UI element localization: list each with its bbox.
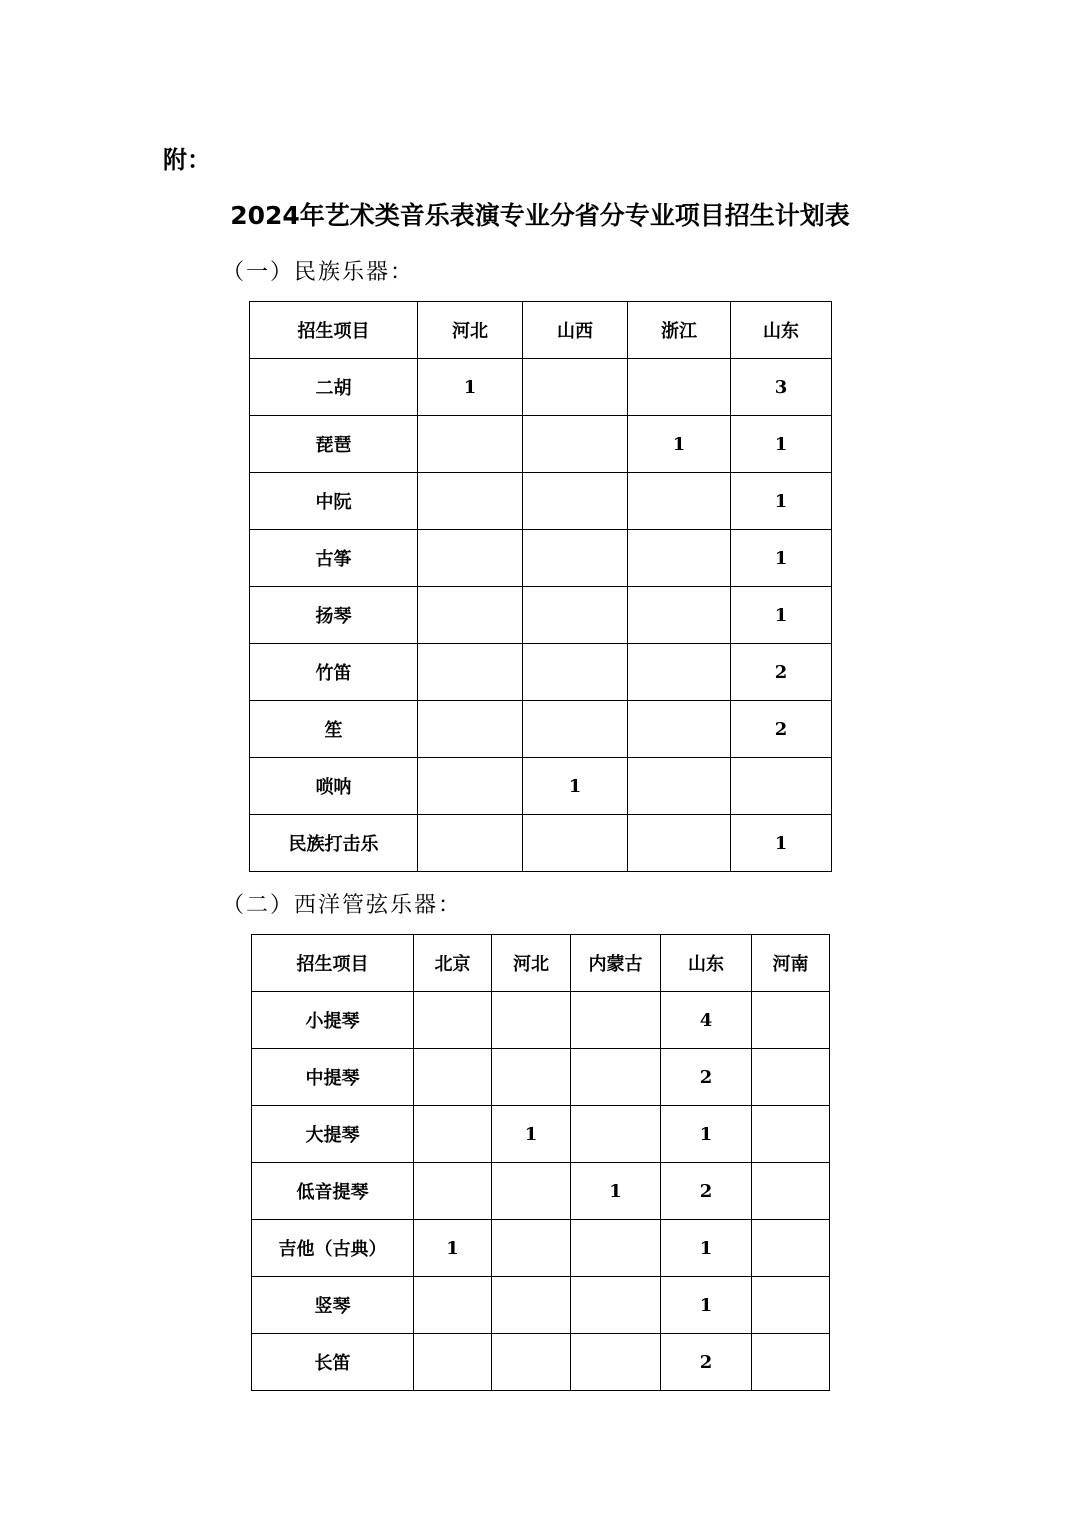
- table-row: [250, 416, 832, 473]
- quota-cell: [523, 359, 628, 416]
- quota-cell: 1: [418, 359, 523, 416]
- table-row: [250, 587, 832, 644]
- column-header: 山东: [661, 935, 752, 992]
- quota-cell: [414, 1163, 492, 1220]
- quota-cell: [523, 701, 628, 758]
- instrument-name-cell: 吉他（古典）: [252, 1220, 414, 1277]
- instrument-name-cell: 古筝: [250, 530, 418, 587]
- quota-cell: [523, 644, 628, 701]
- table-row: [252, 1163, 830, 1220]
- quota-cell: [752, 1334, 830, 1391]
- instrument-name-cell: 民族打击乐: [250, 815, 418, 872]
- table-row: [250, 644, 832, 701]
- quota-cell: 1: [523, 758, 628, 815]
- annex-label: 附：: [163, 146, 211, 174]
- quota-cell: [628, 644, 731, 701]
- quota-cell: [523, 815, 628, 872]
- instrument-name-cell: 长笛: [252, 1334, 414, 1391]
- instrument-name-cell: 扬琴: [250, 587, 418, 644]
- quota-cell: [571, 1334, 661, 1391]
- column-header: 山东: [731, 302, 832, 359]
- quota-cell: [628, 473, 731, 530]
- quota-cell: 1: [731, 587, 832, 644]
- quota-cell: [752, 1220, 830, 1277]
- instrument-name-cell: 小提琴: [252, 992, 414, 1049]
- quota-cell: 1: [661, 1106, 752, 1163]
- quota-cell: [571, 1106, 661, 1163]
- instrument-name-cell: 笙: [250, 701, 418, 758]
- quota-cell: 2: [731, 644, 832, 701]
- quota-cell: [418, 587, 523, 644]
- quota-cell: 1: [628, 416, 731, 473]
- quota-cell: [731, 758, 832, 815]
- table-row: [252, 1334, 830, 1391]
- instrument-name-cell: 竹笛: [250, 644, 418, 701]
- column-header: 招生项目: [250, 302, 418, 359]
- quota-cell: 2: [731, 701, 832, 758]
- quota-cell: [571, 1049, 661, 1106]
- quota-cell: [571, 1220, 661, 1277]
- quota-cell: [752, 992, 830, 1049]
- instrument-name-cell: 低音提琴: [252, 1163, 414, 1220]
- quota-cell: 1: [414, 1220, 492, 1277]
- table-row: [252, 1220, 830, 1277]
- document-title: 2024年艺术类音乐表演专业分省分专业项目招生计划表: [230, 201, 850, 230]
- quota-cell: 1: [571, 1163, 661, 1220]
- table-row: [250, 530, 832, 587]
- table-header-row: [252, 935, 830, 992]
- quota-cell: [492, 992, 571, 1049]
- quota-cell: [523, 587, 628, 644]
- table-row: [250, 473, 832, 530]
- table-row: [252, 1277, 830, 1334]
- quota-cell: 2: [661, 1334, 752, 1391]
- table-row: [250, 701, 832, 758]
- quota-cell: [523, 416, 628, 473]
- column-header: 山西: [523, 302, 628, 359]
- quota-cell: [492, 1049, 571, 1106]
- column-header: 浙江: [628, 302, 731, 359]
- column-header: 河南: [752, 935, 830, 992]
- quota-cell: [414, 992, 492, 1049]
- quota-cell: 4: [661, 992, 752, 1049]
- quota-cell: [414, 1106, 492, 1163]
- quota-cell: [492, 1163, 571, 1220]
- instrument-name-cell: 大提琴: [252, 1106, 414, 1163]
- table-row: [250, 359, 832, 416]
- instrument-name-cell: 竖琴: [252, 1277, 414, 1334]
- quota-cell: [628, 815, 731, 872]
- folk-instruments-table: [249, 301, 832, 872]
- instrument-name-cell: 二胡: [250, 359, 418, 416]
- quota-cell: 1: [731, 530, 832, 587]
- quota-cell: 3: [731, 359, 832, 416]
- quota-cell: 2: [661, 1163, 752, 1220]
- quota-cell: 1: [661, 1277, 752, 1334]
- quota-cell: [418, 701, 523, 758]
- column-header: 河北: [418, 302, 523, 359]
- table-row: [252, 992, 830, 1049]
- quota-cell: [752, 1106, 830, 1163]
- quota-cell: [628, 758, 731, 815]
- table-row: [250, 815, 832, 872]
- instrument-name-cell: 唢呐: [250, 758, 418, 815]
- column-header: 招生项目: [252, 935, 414, 992]
- quota-cell: [752, 1277, 830, 1334]
- quota-cell: [418, 416, 523, 473]
- quota-cell: [418, 473, 523, 530]
- quota-cell: [628, 587, 731, 644]
- instrument-name-cell: 中阮: [250, 473, 418, 530]
- column-header: 北京: [414, 935, 492, 992]
- table-header-row: [250, 302, 832, 359]
- quota-cell: [628, 530, 731, 587]
- quota-cell: [752, 1163, 830, 1220]
- quota-cell: [571, 992, 661, 1049]
- quota-cell: 1: [731, 416, 832, 473]
- table-row: [252, 1049, 830, 1106]
- quota-cell: [414, 1049, 492, 1106]
- quota-cell: 1: [661, 1220, 752, 1277]
- instrument-name-cell: 中提琴: [252, 1049, 414, 1106]
- quota-cell: [418, 644, 523, 701]
- quota-cell: [414, 1334, 492, 1391]
- table-row: [250, 758, 832, 815]
- section-heading-western: （二）西洋管弦乐器：: [222, 893, 463, 918]
- quota-cell: [492, 1220, 571, 1277]
- column-header: 河北: [492, 935, 571, 992]
- quota-cell: [523, 530, 628, 587]
- quota-cell: 1: [492, 1106, 571, 1163]
- quota-cell: [418, 530, 523, 587]
- quota-cell: [628, 701, 731, 758]
- quota-cell: [418, 758, 523, 815]
- quota-cell: [492, 1334, 571, 1391]
- quota-cell: [492, 1277, 571, 1334]
- quota-cell: [571, 1277, 661, 1334]
- quota-cell: [523, 473, 628, 530]
- quota-cell: [414, 1277, 492, 1334]
- quota-cell: [752, 1049, 830, 1106]
- instrument-name-cell: 琵琶: [250, 416, 418, 473]
- quota-cell: [628, 359, 731, 416]
- quota-cell: 1: [731, 815, 832, 872]
- quota-cell: 2: [661, 1049, 752, 1106]
- quota-cell: 1: [731, 473, 832, 530]
- quota-cell: [418, 815, 523, 872]
- western-orchestral-table: [251, 934, 830, 1391]
- section-heading-folk: （一）民族乐器：: [222, 260, 415, 285]
- column-header: 内蒙古: [571, 935, 661, 992]
- table-row: [252, 1106, 830, 1163]
